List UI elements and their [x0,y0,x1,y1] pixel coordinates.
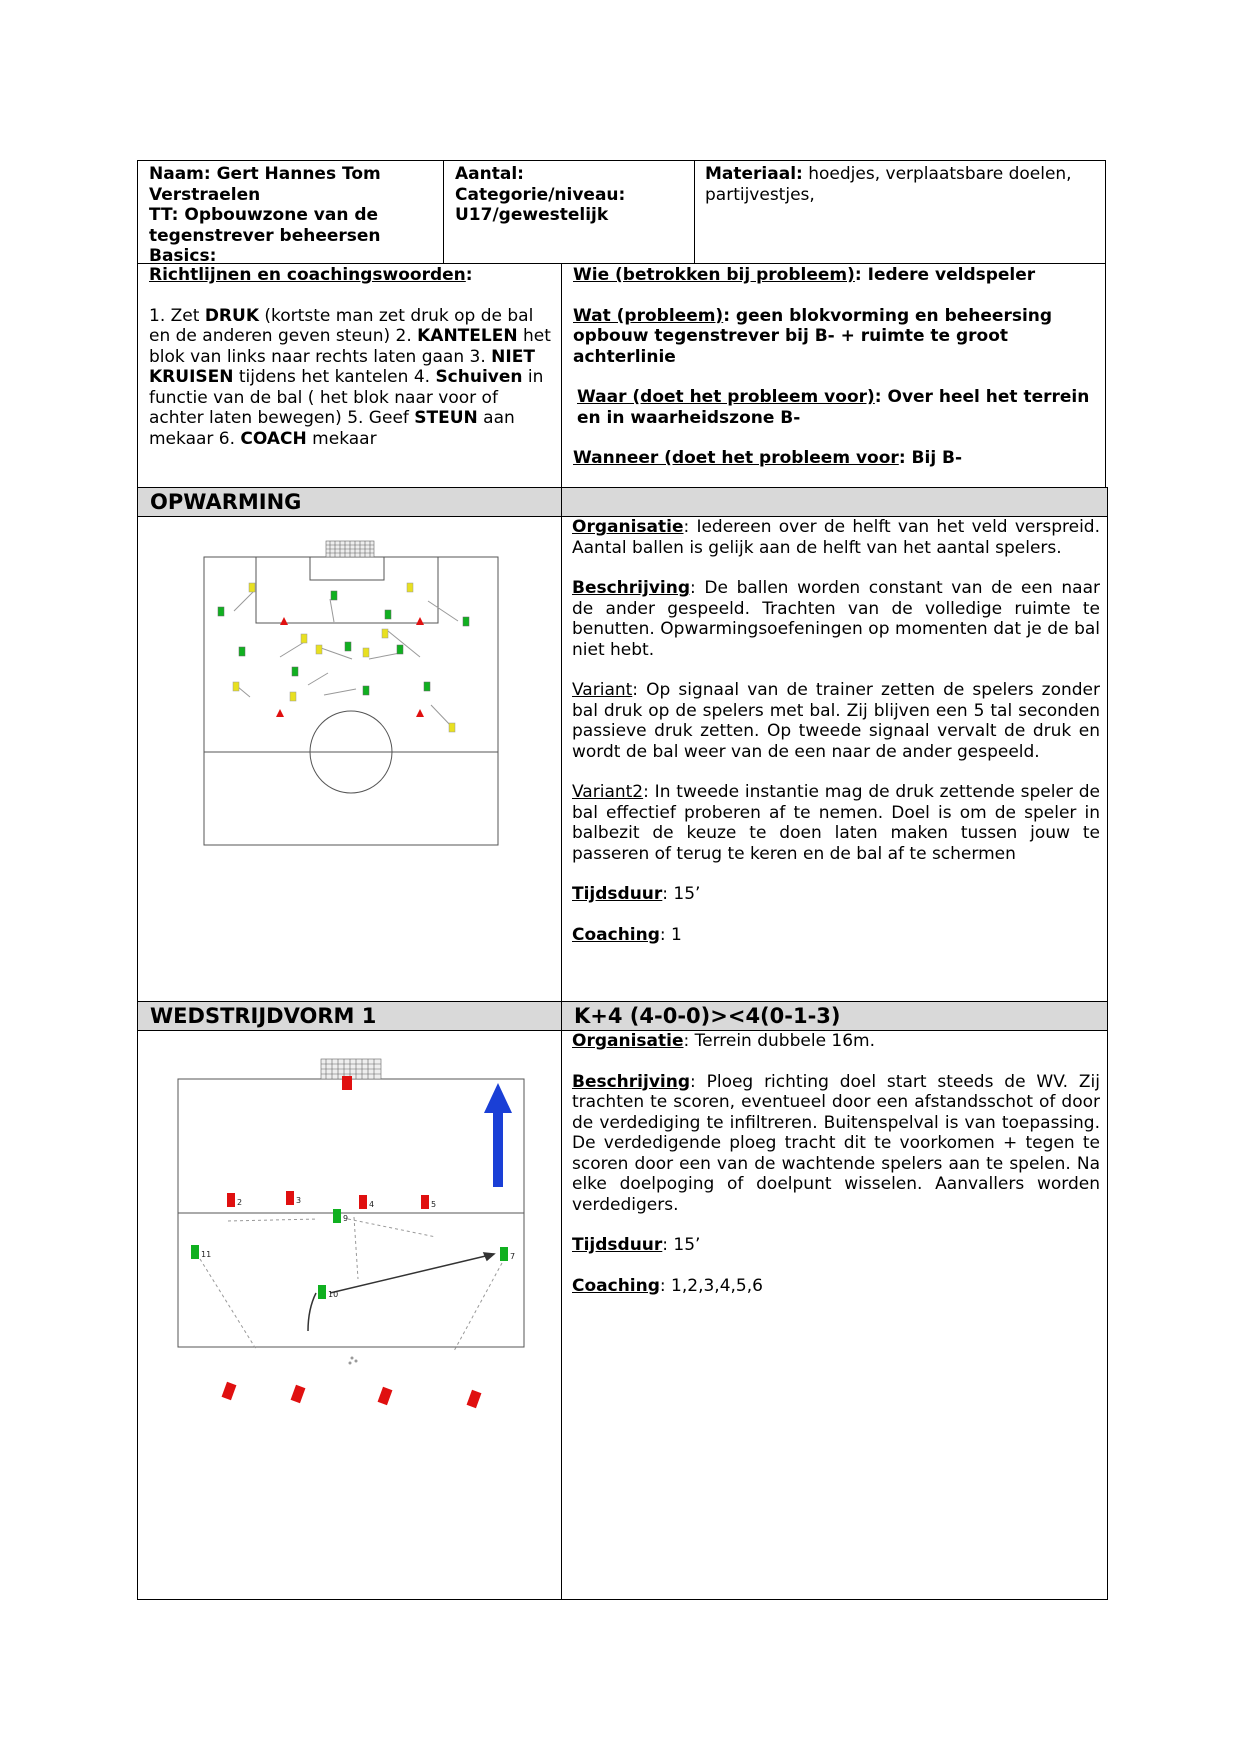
cone [416,617,424,625]
wedstrijdvorm-diagram [138,1031,561,1451]
wedstrijdvorm-organisatie: Organisatie: Terrein dubbele 16m. [572,1031,876,1051]
categorie-value: U17/gewestelijk [455,205,609,225]
player-green [331,591,337,600]
materiaal-value: hoedjes, verplaatsbare doelen, partijvestjes, [705,164,1072,205]
waar-line: Waar (doet het probleem voor): Over heel het terrein en in waarheidszone B- [577,387,1090,428]
player-red [227,1193,235,1207]
player-number: 2 [237,1198,243,1207]
opwarming-text-cell [561,516,1108,1002]
wedstrijdvorm-tijdsduur: Tijdsduur: 15’ [572,1235,701,1255]
balls [349,1357,358,1365]
player-green [333,1209,341,1223]
probleem-cell [561,263,1106,488]
player-number: 3 [296,1196,302,1205]
wie-line: Wie (betrokken bij probleem): Iedere veldspeler [573,265,1036,285]
player-yellow [249,583,255,592]
wanneer-line: Wanneer (doet het probleem voor: Bij B- [573,448,963,468]
wedstrijdvorm-coaching: Coaching: 1,2,3,4,5,6 [572,1275,763,1296]
player-green [363,686,369,695]
categorie-label: Categorie/niveau: [455,184,626,205]
waiting-players [222,1382,482,1408]
player-green [397,645,403,654]
player-yellow [363,648,369,657]
opwarming-organisatie: Organisatie: Iedereen over de helft van het veld verspreid. Aantal ballen is gelijk aan de helft van het aantal spelers. [572,517,1100,558]
player-green [345,642,351,651]
player-yellow [290,692,296,701]
player-numbers [201,1196,515,1299]
player-yellow [407,583,413,592]
pass-line [330,1253,494,1293]
goal-area [310,557,384,580]
player-red-waiting [222,1382,237,1400]
player-red [359,1195,367,1209]
player-number: 10 [328,1290,339,1299]
player-green [500,1247,508,1261]
player-green [318,1285,326,1299]
player-yellow [233,682,239,691]
player-yellow [449,723,455,732]
materiaal-label: Materiaal: [705,164,803,184]
player-yellow [382,629,388,638]
opwarming-variant: Variant: Op signaal van de trainer zetten de spelers zonder bal druk op de spelers met bal. Zij blijven een 5 tal seconden passieve druk zetten. Op tweede signaal vervalt de druk en wordt de bal weer van de een naar de ander gespeeld. [572,680,1100,762]
player-red-waiting [378,1387,393,1405]
opwarming-beschrijving: Beschrijving: De ballen worden constant van de een naar de ander gespeeld. Trachten van de volledige ruimte te benutten. Opwarmingsoefeningen op momenten dat je de bal niet hebt. [572,578,1100,660]
player-number: 7 [510,1252,516,1261]
richtlijnen-list: 1. Zet DRUK (kortste man zet druk op de bal en de anderen geven steun) 2. KANTELEN het blok van links naar rechts laten gaan 3. NIET KRUISEN tijdens het kantelen 4. Schuiven in functie van de bal ( het blok naar voor of achter laten bewegen) 5. Geef STEUN aan mekaar 6. COACH mekaar [149,305,551,449]
field-outline [204,557,498,845]
player-green [191,1245,199,1259]
player-green [218,607,224,616]
player-yellow [301,634,307,643]
header-materiaal-cell [694,160,1106,264]
player-red [286,1191,294,1205]
player-number: 5 [431,1200,437,1209]
player-number: 9 [343,1214,349,1223]
movement-lines [200,1217,502,1351]
players-yellow [233,583,455,732]
player-number: 4 [369,1200,375,1209]
wedstrijdvorm-diagram-cell [137,1030,562,1600]
opwarming-diagram [138,517,561,1001]
training-theme: TT: Opbouwzone van de tegenstrever beheersen [149,205,381,246]
cone [280,617,288,625]
wat-line: Wat (probleem): geen blokvorming en beheersing opbouw tegenstrever bij B- + ruimte te groot achterlinie [573,305,1053,367]
aantal-label: Aantal: [455,164,524,184]
goalkeeper [342,1076,352,1090]
richtlijnen-cell: Richtlijnen en coachingswoorden: 1. Zet DRUK (kortste man zet druk op de bal en de anderen geven steun) 2. KANTELEN het blok van links naar rechts laten gaan 3. NIET KRUISEN tijdens het kantelen 4. Schuiven in functie van de bal ( het blok naar voor of achter laten bewegen) 5. Geef STEUN aan mekaar 6. COACH mekaar [137,263,562,488]
wedstrijdvorm-text-cell [561,1030,1108,1600]
player-green [239,647,245,656]
opwarming-tijdsduur: Tijdsduur: 15’ [572,884,701,904]
player-red-waiting [467,1390,482,1408]
defenders [227,1191,429,1209]
player-green [463,617,469,626]
cone [416,709,424,717]
player-green [424,682,430,691]
author-name: Naam: Gert Hannes Tom Verstraelen [149,164,381,205]
opwarming-diagram-cell [137,516,562,1002]
player-number: 11 [201,1250,212,1259]
player-green [385,610,391,619]
pass-arrows [234,591,458,727]
basics-label: Basics: [149,246,217,266]
dribble-line [308,1293,316,1331]
player-yellow [316,645,322,654]
wedstrijdvorm-beschrijving: Beschrijving: Ploeg richting doel start steeds de WV. Zij trachten te scoren, eventueel door een afstandsschot of door de verdediging te infiltreren. Buitenspelval is van toepassing. De verdedigende ploeg tracht dit te voorkomen + tegen te scoren door een van de wachtende spelers aan te spelen. Na elke doelpoging of doelpunt wisselen. Aanvallers worden verdedigers. [572,1071,1100,1215]
direction-arrow [484,1083,512,1187]
player-green [292,667,298,676]
attackers [191,1209,508,1299]
wedstrijdvorm-title: WEDSTRIJDVORM 1 [137,1001,562,1031]
player-red [421,1195,429,1209]
opwarming-variant2: Variant2: In tweede instantie mag de druk zettende speler de bal effectief proberen af te nemen. Doel is om de speler in balbezit de keuze te doen laten maken tussen jouw te passeren of terug te keren en de bal af te schermen [572,782,1100,864]
opwarming-title: OPWARMING [137,487,562,517]
cone [276,709,284,717]
header-aantal-cell [443,160,695,264]
opwarming-coaching: Coaching: 1 [572,924,682,945]
wedstrijdvorm-formation: K+4 (4-0-0)><4(0-1-3) [561,1001,1108,1031]
header-name-cell [137,160,444,264]
goal-net [326,541,374,557]
player-red-keeper [342,1076,352,1090]
richtlijnen-title: Richtlijnen en coachingswoorden [149,265,466,285]
opwarming-title-right [561,487,1108,517]
player-red-waiting [291,1385,306,1403]
